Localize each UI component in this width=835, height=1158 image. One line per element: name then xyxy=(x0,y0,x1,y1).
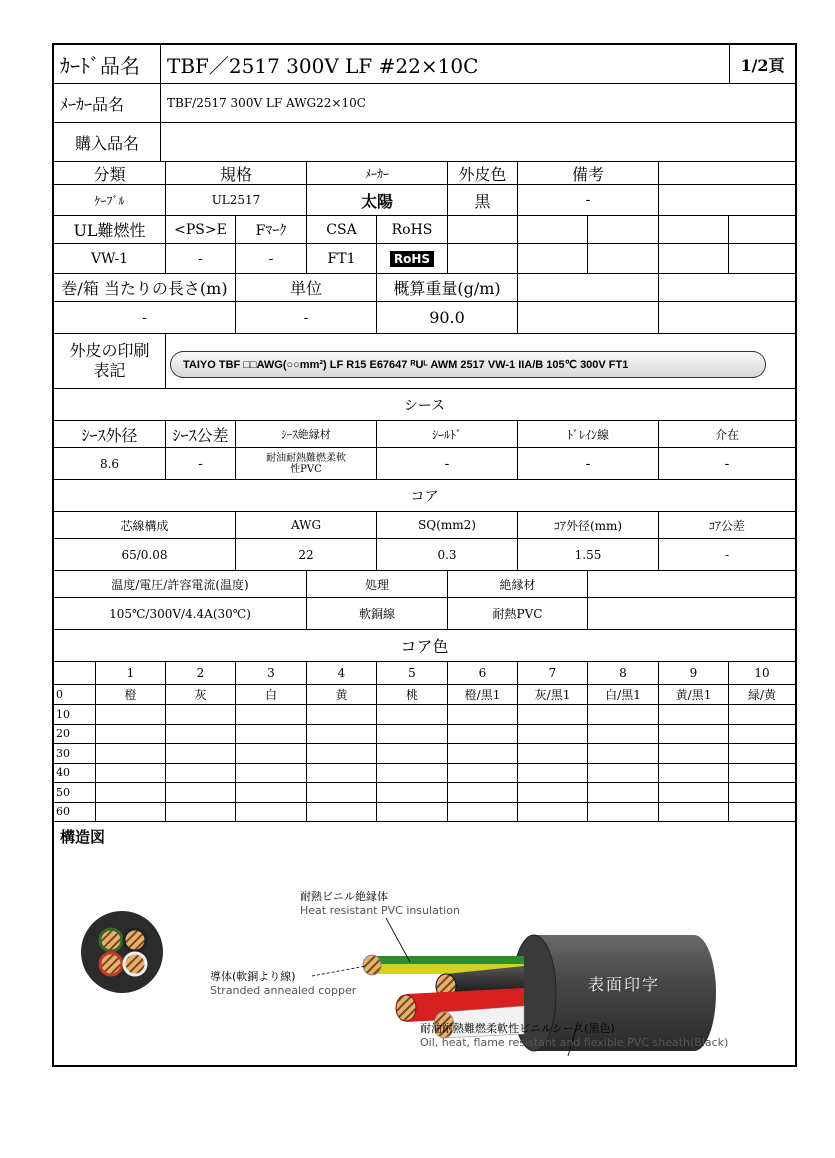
flame-header-empty-3 xyxy=(588,216,659,244)
core-color-cell xyxy=(96,725,166,745)
sheath-value-filler: - xyxy=(659,448,795,480)
length-header-empty-1 xyxy=(518,274,659,302)
core-color-cell: 灰 xyxy=(166,685,236,705)
core-color-cell xyxy=(236,764,307,784)
core-color-cell xyxy=(518,783,588,803)
core-color-cell xyxy=(588,744,659,764)
core-color-cell xyxy=(307,764,377,784)
core-color-row-label: 10 xyxy=(54,705,96,725)
core-color-col-header: 9 xyxy=(659,662,729,685)
class-header-empty xyxy=(659,162,795,185)
core-header2-empty xyxy=(588,571,795,598)
flame-value-ul: VW-1 xyxy=(54,244,166,274)
core-color-cell xyxy=(659,803,729,823)
class-value-category: ｹｰﾌﾞﾙ xyxy=(54,185,166,216)
core-header-sq: SQ(mm2) xyxy=(377,512,518,539)
core-color-cell xyxy=(236,744,307,764)
core-color-cell xyxy=(236,725,307,745)
structure-title: 構造図 xyxy=(60,828,106,846)
core-color-cell xyxy=(659,705,729,725)
sheath-header-drain: ﾄﾞﾚｲﾝ線 xyxy=(518,421,659,448)
core-color-row-label: 60 xyxy=(54,803,96,823)
core-header-treatment: 処理 xyxy=(307,571,448,598)
class-value-maker: 太陽 xyxy=(307,185,448,216)
insulation-en: Heat resistant PVC insulation xyxy=(300,904,460,917)
core-color-cell xyxy=(96,803,166,823)
sheath-print-text: TAIYO TBF □□AWG(○○mm²) LF R15 E67647 ᴿUᴸ AWM 2517 VW-1 IIA/B 105℃ 300V FT1 xyxy=(170,351,766,378)
sheath-caption xyxy=(420,1022,728,1050)
sheath-title: シース xyxy=(54,389,795,421)
core-color-col-header: 5 xyxy=(377,662,448,685)
flame-header-empty-1 xyxy=(448,216,518,244)
flame-header-empty-5 xyxy=(729,216,795,244)
core-color-cell xyxy=(729,803,795,823)
core-color-cell xyxy=(236,783,307,803)
cross-section-core-2 xyxy=(124,929,146,951)
sheath-header-tol: ｼｰｽ公差 xyxy=(166,421,236,448)
core-color-col-header: 4 xyxy=(307,662,377,685)
core-header-insulation: 絶縁材 xyxy=(448,571,588,598)
length-value: - xyxy=(54,302,236,334)
conductor-en: Stranded annealed copper xyxy=(210,984,357,997)
flame-value-csa: FT1 xyxy=(307,244,377,274)
structure-diagram xyxy=(54,826,795,1065)
core-color-row-label: 40 xyxy=(54,764,96,784)
core-color-cell xyxy=(588,725,659,745)
class-header-maker: ﾒｰｶｰ xyxy=(307,162,448,185)
core-color-cell xyxy=(96,744,166,764)
core-title: コア xyxy=(54,480,795,512)
cross-section-core-3 xyxy=(100,953,122,975)
core-green-stripe xyxy=(372,956,524,964)
core-color-cell xyxy=(729,744,795,764)
core-color-col-header: 1 xyxy=(96,662,166,685)
flame-value-empty-1 xyxy=(448,244,518,274)
flame-header-ul: UL難燃性 xyxy=(54,216,166,244)
core-header-rating: 温度/電圧/許容電流(温度) xyxy=(54,571,307,598)
core-color-cell xyxy=(166,803,236,823)
class-value-color: 黒 xyxy=(448,185,518,216)
core-color-cell xyxy=(377,705,448,725)
core-color-cell: 白 xyxy=(236,685,307,705)
class-header-category: 分類 xyxy=(54,162,166,185)
length-header-empty-2 xyxy=(659,274,795,302)
surface-print-label: 表面印字 xyxy=(588,975,661,994)
core-color-cell xyxy=(588,705,659,725)
core-color-col-header: 8 xyxy=(588,662,659,685)
core-color-cell xyxy=(518,705,588,725)
flame-value-empty-5 xyxy=(729,244,795,274)
core-value-awg: 22 xyxy=(236,539,377,571)
core-color-cell xyxy=(166,725,236,745)
core-color-cell xyxy=(448,705,518,725)
core-color-col-header: 10 xyxy=(729,662,795,685)
flame-header-empty-4 xyxy=(659,216,729,244)
weight-value: 90.0 xyxy=(377,302,518,334)
class-header-remarks: 備考 xyxy=(518,162,659,185)
purchase-name-label: 購入品名 xyxy=(54,123,161,162)
core-color-cell: 桃 xyxy=(377,685,448,705)
core-value-rating: 105℃/300V/4.4A(30℃) xyxy=(54,598,307,630)
core-color-corner xyxy=(54,662,96,685)
core-color-cell xyxy=(166,764,236,784)
core-color-cell xyxy=(96,705,166,725)
core-color-cell xyxy=(307,705,377,725)
conductor-caption xyxy=(210,970,356,998)
core-color-cell: 黄 xyxy=(307,685,377,705)
core-color-cell xyxy=(588,803,659,823)
core-color-cell xyxy=(377,764,448,784)
core-header-awg: AWG xyxy=(236,512,377,539)
core-color-col-header: 2 xyxy=(166,662,236,685)
core-color-cell xyxy=(377,783,448,803)
core-color-row-label: 30 xyxy=(54,744,96,764)
core-color-cell xyxy=(96,783,166,803)
core-color-col-header: 3 xyxy=(236,662,307,685)
core-color-cell xyxy=(236,705,307,725)
flame-header-pse: <PS>E xyxy=(166,216,236,244)
maker-name-label: ﾒｰｶｰ品名 xyxy=(54,84,161,123)
core-color-cell: 白/黒1 xyxy=(588,685,659,705)
core-color-cell xyxy=(518,764,588,784)
insulation-caption xyxy=(300,890,460,918)
sheath-header-material: ｼｰｽ絶縁材 xyxy=(236,421,377,448)
class-header-color: 外皮色 xyxy=(448,162,518,185)
core-color-cell xyxy=(166,783,236,803)
print-label-text: 外皮の印刷表記 xyxy=(69,341,150,380)
core-color-cell xyxy=(448,764,518,784)
class-value-remarks: - xyxy=(518,185,659,216)
core-header-strand: 芯線構成 xyxy=(54,512,236,539)
flame-value-pse: - xyxy=(166,244,236,274)
cross-section-sheath xyxy=(81,911,163,993)
cross-section-core-4 xyxy=(124,953,146,975)
core-color-row-label: 50 xyxy=(54,783,96,803)
core-value-od: 1.55 xyxy=(518,539,659,571)
core-color-title: コア色 xyxy=(54,630,795,662)
flame-header-csa: CSA xyxy=(307,216,377,244)
core-color-cell xyxy=(377,744,448,764)
card-name-label: ｶｰﾄﾞ品名 xyxy=(54,45,161,84)
sheath-en: Oil, heat, flame resistant and flexible PVC sheath(Black) xyxy=(420,1036,729,1049)
core-color-cell xyxy=(166,705,236,725)
weight-header: 概算重量(g/m) xyxy=(377,274,518,302)
sheath-value-shield: - xyxy=(377,448,518,480)
core-value-sq: 0.3 xyxy=(377,539,518,571)
insulation-leader xyxy=(386,918,410,962)
core-color-cell xyxy=(659,744,729,764)
core-color-cell xyxy=(518,744,588,764)
class-value-empty xyxy=(659,185,795,216)
core-color-cell xyxy=(729,725,795,745)
core-color-cell xyxy=(448,744,518,764)
core-color-cell xyxy=(307,744,377,764)
core-value-tol: - xyxy=(659,539,795,571)
sheath-value-drain: - xyxy=(518,448,659,480)
core-color-cell: 黄/黒1 xyxy=(659,685,729,705)
page-indicator: 1/2頁 xyxy=(730,45,795,84)
core-value-treatment: 軟銅線 xyxy=(307,598,448,630)
core-value-strand: 65/0.08 xyxy=(54,539,236,571)
core-color-cell: 橙/黒1 xyxy=(448,685,518,705)
core-red-end xyxy=(396,995,416,1021)
cross-section-core-1 xyxy=(100,929,122,951)
core-color-cell xyxy=(588,783,659,803)
flame-value-empty-2 xyxy=(518,244,588,274)
core-header-tol: ｺｱ公差 xyxy=(659,512,795,539)
maker-name-value: TBF/2517 300V LF AWG22×10C xyxy=(161,84,795,123)
core-color-col-header: 7 xyxy=(518,662,588,685)
core-color-cell xyxy=(518,725,588,745)
core-color-cell xyxy=(729,764,795,784)
core-color-cell: 橙 xyxy=(96,685,166,705)
core-value2-empty xyxy=(588,598,795,630)
core-color-cell: 灰/黒1 xyxy=(518,685,588,705)
sheath-value-material: 耐油耐熱難燃柔軟性PVC xyxy=(266,452,346,475)
sheath-value-material-cell xyxy=(236,448,377,480)
core-color-cell xyxy=(659,783,729,803)
core-yellow-end xyxy=(363,955,381,975)
core-color-cell xyxy=(448,803,518,823)
core-color-cell xyxy=(729,783,795,803)
flame-header-fmark: Fﾏｰｸ xyxy=(236,216,307,244)
sheath-header-shield: ｼｰﾙﾄﾞ xyxy=(377,421,518,448)
core-color-cell: 緑/黄 xyxy=(729,685,795,705)
core-color-cell xyxy=(377,725,448,745)
unit-header: 単位 xyxy=(236,274,377,302)
flame-value-rohs xyxy=(377,244,448,274)
core-color-cell xyxy=(518,803,588,823)
core-color-cell xyxy=(236,803,307,823)
length-value-empty-1 xyxy=(518,302,659,334)
purchase-name-value xyxy=(161,123,795,162)
conductor-jp: 導体(軟銅より線) xyxy=(210,970,296,983)
length-value-empty-2 xyxy=(659,302,795,334)
sheath-value-tol: - xyxy=(166,448,236,480)
core-value-insulation: 耐熱PVC xyxy=(448,598,588,630)
sheath-header-od: ｼｰｽ外径 xyxy=(54,421,166,448)
core-color-cell xyxy=(307,783,377,803)
length-header: 巻/箱 当たりの長さ(m) xyxy=(54,274,236,302)
core-color-row-label: 20 xyxy=(54,725,96,745)
flame-value-empty-4 xyxy=(659,244,729,274)
sheath-jp: 耐油耐熱難燃柔軟性ビニルシース(黒色) xyxy=(420,1022,615,1035)
core-color-cell xyxy=(377,803,448,823)
flame-header-empty-2 xyxy=(518,216,588,244)
core-color-cell xyxy=(588,764,659,784)
flame-value-empty-3 xyxy=(588,244,659,274)
core-color-cell xyxy=(729,705,795,725)
core-color-cell xyxy=(307,803,377,823)
flame-header-rohs: RoHS xyxy=(377,216,448,244)
core-color-cell xyxy=(96,764,166,784)
core-color-cell xyxy=(448,725,518,745)
class-header-standard: 規格 xyxy=(166,162,307,185)
insulation-jp: 耐熱ビニル絶縁体 xyxy=(300,890,388,903)
core-color-cell xyxy=(659,764,729,784)
core-color-cell xyxy=(448,783,518,803)
print-label xyxy=(54,334,166,389)
core-color-cell xyxy=(307,725,377,745)
flame-value-fmark: - xyxy=(236,244,307,274)
sheath-value-od: 8.6 xyxy=(54,448,166,480)
core-header-od: ｺｱ外径(mm) xyxy=(518,512,659,539)
core-color-col-header: 6 xyxy=(448,662,518,685)
spec-sheet xyxy=(52,43,797,1067)
rohs-badge: RoHS xyxy=(390,251,434,267)
core-color-cell xyxy=(166,744,236,764)
core-color-cell xyxy=(659,725,729,745)
sheath-header-filler: 介在 xyxy=(659,421,795,448)
card-name-value: TBF／2517 300V LF #22×10C xyxy=(161,45,730,84)
unit-value: - xyxy=(236,302,377,334)
class-value-standard: UL2517 xyxy=(166,185,307,216)
core-color-row-label: 0 xyxy=(54,685,96,705)
